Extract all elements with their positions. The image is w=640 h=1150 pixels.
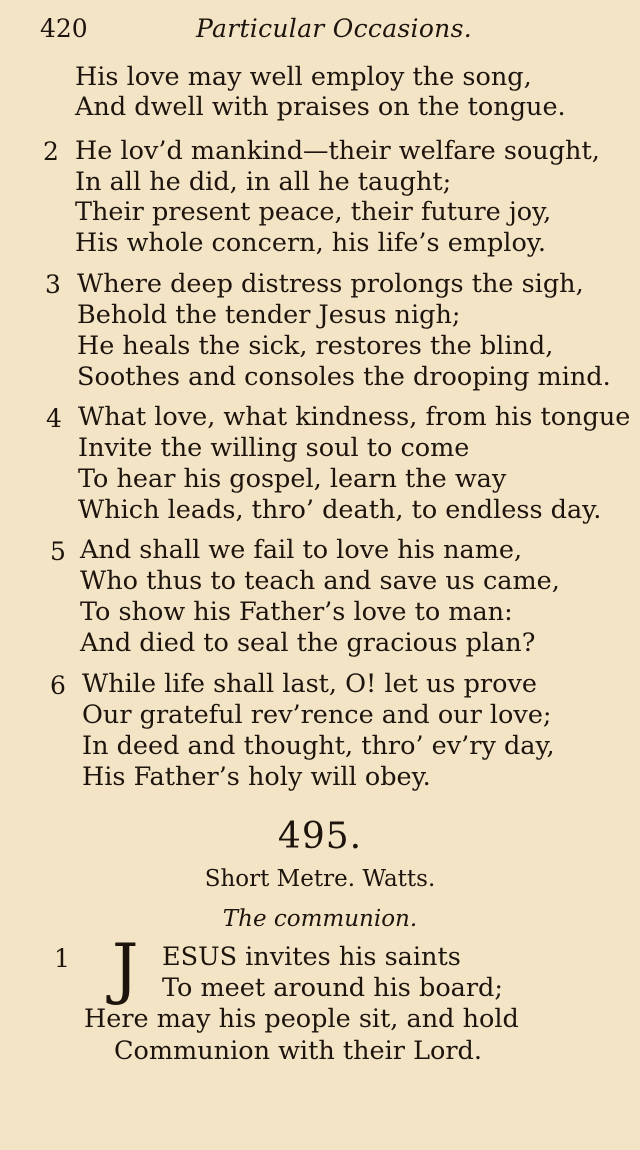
verse-line: Which leads, thro’ death, to endless day. [78,495,602,525]
verse-line: His Father’s holy will obey. [82,762,431,792]
hymn-subject: The communion. [222,906,418,932]
verse-line: Here may his people sit, and hold [84,1004,519,1034]
verse-line: In deed and thought, thro’ ev’ry day, [82,731,555,761]
verse-line: To hear his gospel, learn the way [78,464,507,494]
verse-line: What love, what kindness, from his tongue [78,402,631,432]
verse-line: While life shall last, O! let us prove [82,669,537,699]
hymn-number: 495. [277,816,363,857]
verse-line: Behold the tender Jesus nigh; [77,300,461,330]
verse-line: To meet around his board; [162,973,503,1003]
verse-number: 6 [50,671,66,700]
verse-line: In all he did, in all he taught; [75,167,452,197]
verse-line: Invite the willing soul to come [78,433,470,463]
verse-line: Soothes and consoles the drooping mind. [77,362,611,392]
verse-number: 4 [46,404,62,433]
verse-line: To show his Father’s love to man: [80,597,513,627]
verse-line: And died to seal the gracious plan? [80,628,536,658]
verse-line: And dwell with praises on the tongue. [75,92,566,122]
verse-line: ESUS invites his saints [162,942,461,972]
verse-line: Our grateful rev’rence and our love; [82,700,552,730]
page-number: 420 [40,14,88,43]
page-header [40,14,610,48]
verse-line: His love may well employ the song, [75,62,532,92]
running-title: Particular Occasions. [196,14,472,43]
verse-line: He lov’d mankind—their welfare sought, [75,136,600,166]
verse-line: Where deep distress prolongs the sigh, [77,269,584,299]
verse-number: 3 [45,270,61,299]
verse-line: He heals the sick, restores the blind, [77,331,554,361]
verse-line: His whole concern, his life’s employ. [75,228,546,258]
verse-number: 5 [50,537,66,566]
verse-line: And shall we fail to love his name, [80,535,523,565]
verse-number: 2 [43,137,59,166]
hymn-meter: Short Metre. Watts. [204,866,436,892]
verse-line: Their present peace, their future joy, [75,197,552,227]
verse-line: Who thus to teach and save us came, [80,566,560,596]
verse-line: Communion with their Lord. [114,1036,482,1066]
verse-number: 1 [54,944,70,973]
drop-cap: J [112,930,139,1007]
